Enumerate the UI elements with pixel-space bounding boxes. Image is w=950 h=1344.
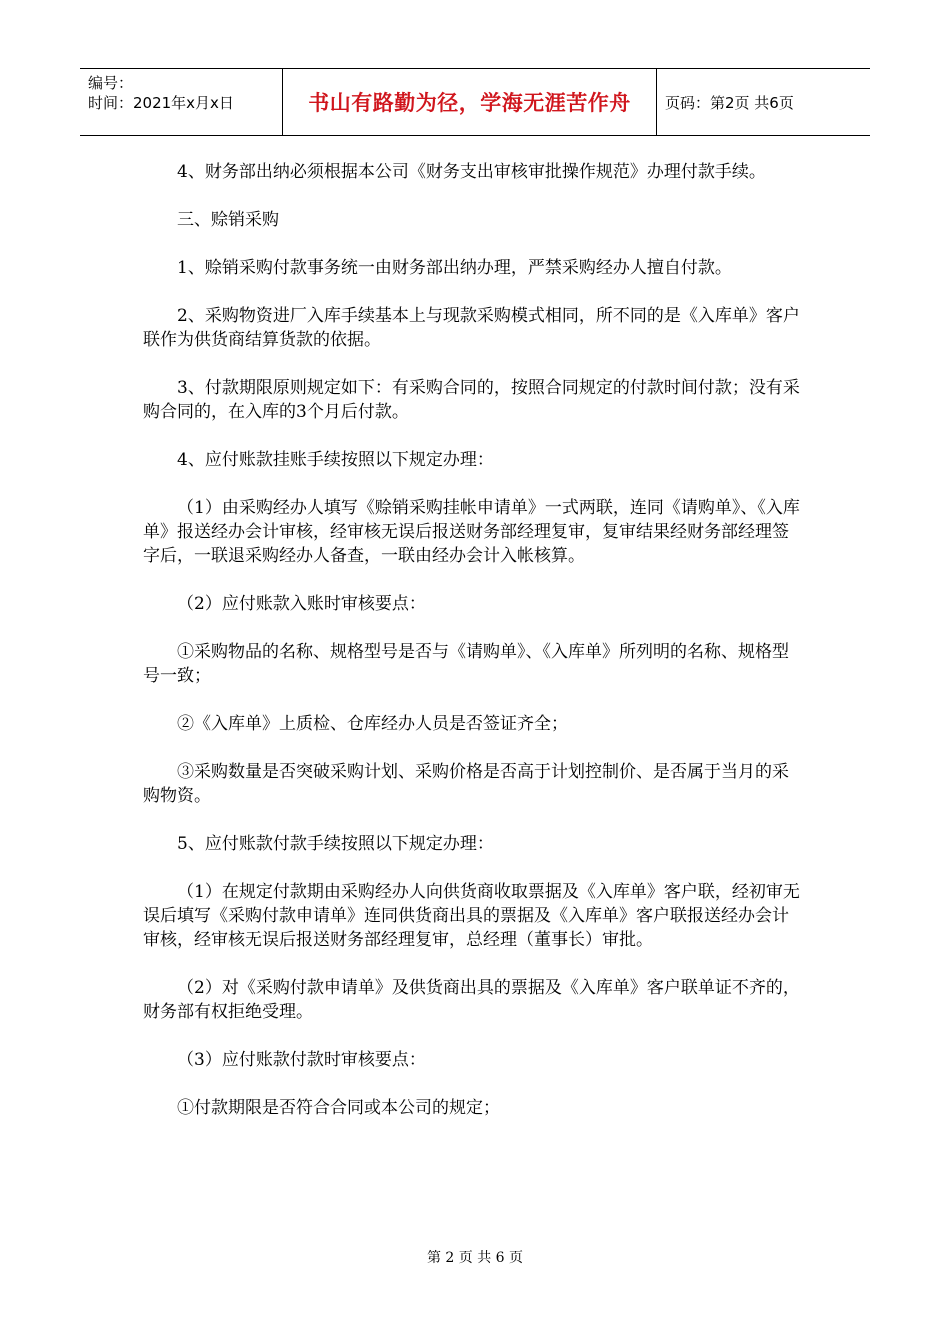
paragraph: 5、应付账款付款手续按照以下规定办理： (177, 834, 494, 854)
paragraph: （2）对《采购付款申请单》及供货商出具的票据及《入库单》客户联单证不齐的，财务部有权拒绝受理。 (143, 978, 800, 1022)
paragraph: 4、财务部出纳必须根据本公司《财务支出审核审批操作规范》办理付款手续。 (177, 162, 766, 182)
paragraph: （1）由采购经办人填写《赊销采购挂帐申请单》一式两联，连同《请购单》、《入库单》报送经办会计审核，经审核无误后报送财务部经理复审，复审结果经财务部经理签字后，一联退采购经办人备查，一联由经办会计入帐核算。 (143, 498, 800, 566)
section-heading: 三、赊销采购 (177, 210, 279, 230)
paragraph: ①付款期限是否符合合同或本公司的规定； (177, 1098, 500, 1118)
paragraph: ①采购物品的名称、规格型号是否与《请购单》、《入库单》所列明的名称、规格型号一致； (143, 642, 789, 686)
paragraph: （2）应付账款入账时审核要点： (177, 594, 426, 614)
paragraph: 3、付款期限原则规定如下：有采购合同的，按照合同规定的付款时间付款；没有采购合同的，在入库的3个月后付款。 (143, 378, 800, 422)
paragraph: （1）在规定付款期由采购经办人向供货商收取票据及《入库单》客户联，经初审无误后填写《采购付款申请单》连同供货商出具的票据及《入库单》客户联报送经办会计审核，经审核无误后报送财务部经理复审，总经理（董事长）审批。 (143, 882, 800, 950)
paragraph: ③采购数量是否突破采购计划、采购价格是否高于计划控制价、是否属于当月的采购物资。 (143, 762, 789, 806)
paragraph: （3）应付账款付款时审核要点： (177, 1050, 426, 1070)
document-number-label: 编号： (88, 74, 134, 92)
document-header (80, 68, 870, 136)
header-meta-cell (80, 69, 283, 135)
header-motto: 书山有路勤为径，学海无涯苦作舟 (283, 69, 657, 135)
page-footer: 第 2 页 共 6 页 (426, 1250, 524, 1266)
paragraph: 2、采购物资进厂入库手续基本上与现款采购模式相同，所不同的是《入库单》客户联作为供货商结算货款的依据。 (143, 306, 800, 350)
paragraph: 4、应付账款挂账手续按照以下规定办理： (177, 450, 494, 470)
paragraph: 1、赊销采购付款事务统一由财务部出纳办理，严禁采购经办人擅自付款。 (177, 258, 732, 278)
header-page-info: 页码：第2页 共6页 (665, 93, 794, 112)
paragraph: ②《入库单》上质检、仓库经办人员是否签证齐全； (177, 714, 568, 734)
document-body (143, 160, 803, 1144)
document-date-label: 时间：2021年x月x日 (88, 94, 234, 112)
